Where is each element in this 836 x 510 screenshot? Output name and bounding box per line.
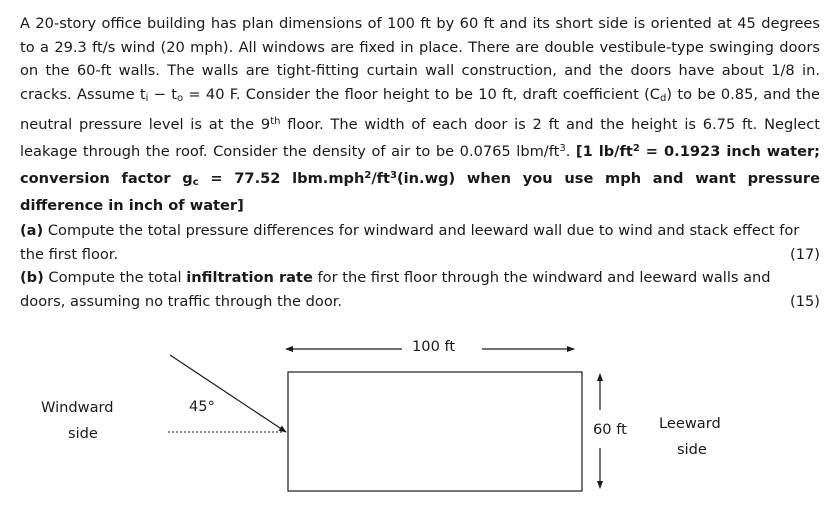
conversion-text: = 77.52 lbm.mph xyxy=(198,169,365,187)
gc-subscript: c xyxy=(192,176,199,188)
problem-text: ) to be 0.85, and the neutral pressure level is at the 9 xyxy=(20,85,820,134)
problem-paragraph xyxy=(20,12,820,218)
part-b-text: for the first floor through the windward and leeward walls and doors, assuming no traffic through the door. xyxy=(20,269,771,310)
th-superscript: th xyxy=(270,116,281,128)
cd-subscript: d xyxy=(660,92,667,104)
part-a-tag: (a) xyxy=(20,222,44,239)
mph2-superscript: 2 xyxy=(364,169,372,181)
part-a xyxy=(20,219,820,266)
depth-label: 60 ft xyxy=(593,421,627,438)
ft2-superscript: 2 xyxy=(632,142,640,154)
wind-direction-arrow xyxy=(170,355,286,432)
angle-label: 45° xyxy=(189,398,215,415)
problem-text: floor. The width of each door is 2 ft and the height is 6.75 ft. Neglect leakage through the roof. Consider the density of air to be 0.0765 lbm/ft xyxy=(20,116,821,160)
leeward-label: Leeward xyxy=(659,415,721,432)
part-a-text: Compute the total pressure differences for windward and leeward wall due to wind and stack effect for the first floor. xyxy=(20,222,800,263)
problem-text: . xyxy=(565,142,576,160)
width-label: 100 ft xyxy=(412,338,456,355)
conversion-text: (in.wg) when you use mph and want pressure difference in inch of water] xyxy=(20,169,820,215)
ft3-superscript: 3 xyxy=(390,169,397,181)
problem-text: = 40 F. Consider the floor height to be 10 ft, draft coefficient (C xyxy=(183,85,661,103)
part-b-points: (15) xyxy=(790,292,820,310)
conversion-text: [1 lb/ft xyxy=(575,142,633,160)
part-b-text: Compute the total xyxy=(43,269,187,286)
problem-statement xyxy=(20,12,820,218)
part-b xyxy=(20,266,820,313)
ft3-superscript: 3 xyxy=(559,142,566,154)
windward-side-label: side xyxy=(68,425,98,442)
conversion-text: /ft xyxy=(371,169,390,187)
windward-label: Windward xyxy=(41,399,114,416)
building-outline xyxy=(288,372,582,491)
ti-subscript: i xyxy=(145,92,149,104)
building-plan-diagram xyxy=(0,330,836,510)
leeward-side-label: side xyxy=(677,441,707,458)
problem-text: A 20-story office building has plan dimensions of 100 ft by 60 ft and its short side is oriented at 45 degrees to a 29.3 ft/s wind (20 mph). All windows are fixed in place. There are double vestibule-type swinging doors on the 60-ft walls. The walls are tight-fitting curtain wall construction, and the doors have about 1/8 in. cracks. Assume t xyxy=(20,15,820,103)
conversion-text: = 0.1923 inch water; conversion factor g xyxy=(20,142,821,187)
problem-text: − t xyxy=(148,85,177,103)
to-subscript: o xyxy=(176,92,184,104)
part-b-emphasis: infiltration rate xyxy=(186,269,313,286)
part-b-tag: (b) xyxy=(20,269,44,286)
part-a-points: (17) xyxy=(790,245,820,263)
